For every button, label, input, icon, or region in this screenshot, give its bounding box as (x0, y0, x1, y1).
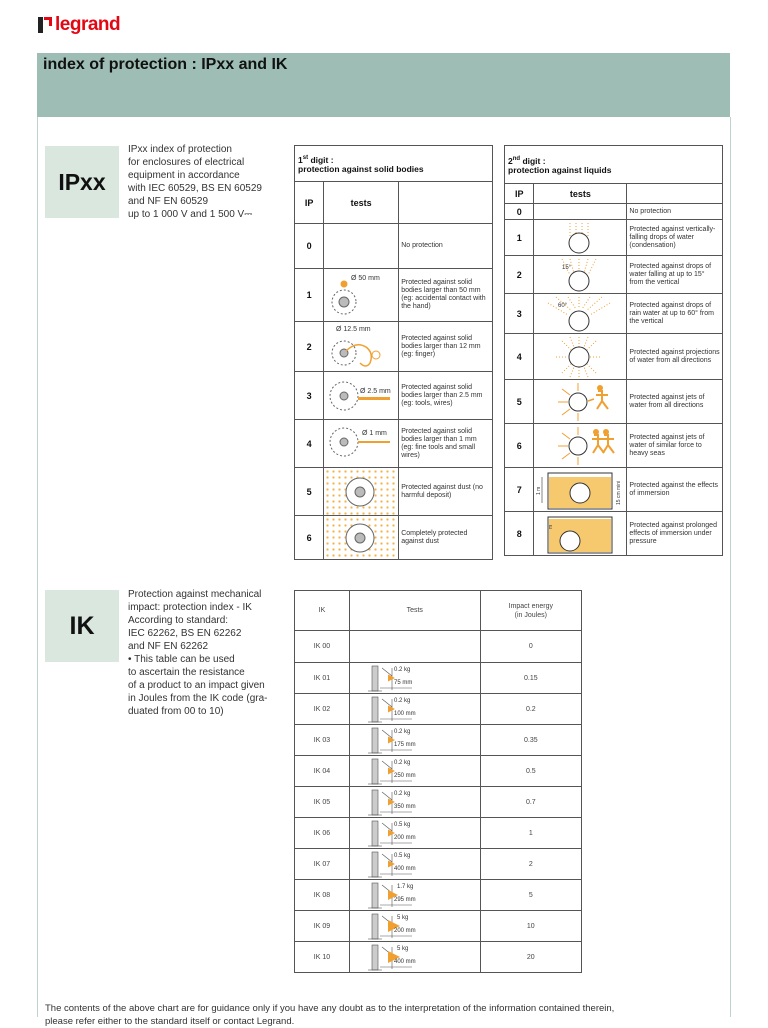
pendulum-hammer-icon (352, 943, 472, 972)
ik-mass: 0.2 kg (393, 759, 411, 766)
ik-row (295, 849, 582, 880)
water-jets-icon (536, 381, 624, 423)
ik-code: IK 01 (295, 663, 350, 694)
ik-mass: 0.5 kg (393, 852, 411, 859)
ik-code: IK 09 (295, 911, 350, 942)
solid-label: Ø 2.5 mm (360, 387, 391, 395)
ik-energy-label: Impact energy (508, 602, 553, 610)
ik-height: 400 mm (393, 865, 416, 872)
ipxx-badge-text: IPxx (58, 168, 106, 195)
liquid-digit-rest: digit : (520, 155, 546, 166)
ik-energy: 20 (480, 942, 581, 973)
legrand-logo (38, 14, 120, 36)
solid-label: Ø 1 mm (362, 429, 388, 437)
solid-digit-rest: digit : (308, 154, 334, 165)
sphere-50mm-icon (326, 270, 396, 320)
ipxx-intro (128, 143, 288, 221)
solid-test-cell (324, 468, 399, 516)
ik-mass: 1.7 kg (396, 883, 414, 890)
ik-mass: 5 kg (396, 914, 409, 921)
rain-60deg-icon (536, 295, 624, 333)
ik-badge-text: IK (69, 611, 95, 640)
liquid-protection-table (504, 145, 723, 556)
liquid-col-ip: IP (505, 184, 534, 204)
ipxx-badge (45, 146, 119, 218)
ik-test-cell (349, 849, 480, 880)
solid-desc: Protected against solid bodies larger than 2.5 mm (eg: tools, wires) (399, 372, 493, 420)
ik-intro-line: in Joules from the IK code (gra- (128, 693, 268, 704)
liquid-test-cell (534, 334, 627, 380)
liquid-digit-sup: nd (512, 155, 521, 162)
liquid-test-cell (534, 424, 627, 468)
solid-desc: Protected against solid bodies larger than 1 mm (eg: fine tools and small wires) (399, 420, 493, 468)
ik-intro (128, 588, 288, 718)
solid-test-cell (324, 224, 399, 269)
solid-ip: 1 (295, 269, 324, 322)
liquid-desc: Protected against prolonged effects of immersion under pressure (627, 512, 723, 556)
solid-test-cell (324, 420, 399, 468)
ik-code: IK 02 (295, 694, 350, 725)
solid-heading-line2: protection against solid bodies (298, 164, 424, 175)
ik-mass: 0.2 kg (393, 666, 411, 673)
ik-row (295, 942, 582, 973)
ik-test-cell (349, 787, 480, 818)
liquid-test-cell (534, 512, 627, 556)
ipxx-intro-line: IPxx index of protection (128, 144, 232, 155)
ik-code: IK 04 (295, 756, 350, 787)
ik-intro-line: IEC 62262, BS EN 62262 (128, 628, 242, 639)
dust-tight-icon (326, 518, 396, 558)
liquid-desc: Protected against projections of water from all directions (627, 334, 723, 380)
ik-row (295, 631, 582, 663)
pendulum-hammer-icon (352, 757, 472, 786)
pendulum-hammer-icon (352, 850, 472, 879)
depth-15cm-label: 15 cm mini (616, 480, 623, 505)
ik-energy: 0.35 (480, 725, 581, 756)
ik-intro-line: to ascertain the resistance (128, 667, 245, 678)
finger-probe-icon (326, 323, 396, 371)
solid-desc: Completely protected against dust (399, 516, 493, 560)
liquid-ip: 1 (505, 220, 534, 256)
wire-probe-icon (326, 422, 396, 466)
ipxx-intro-line: up to 1 000 V and 1 500 V⎓ (128, 209, 253, 220)
ik-energy: 1 (480, 818, 581, 849)
ik-intro-line: According to standard: (128, 615, 229, 626)
legrand-logo-icon (38, 17, 52, 33)
solid-col-tests: tests (324, 182, 399, 224)
solid-test-cell (324, 322, 399, 372)
liquid-ip: 0 (505, 204, 534, 220)
solid-ip: 2 (295, 322, 324, 372)
solid-test-cell (324, 516, 399, 560)
ik-height: 100 mm (393, 710, 416, 717)
pendulum-hammer-icon (352, 695, 472, 724)
liquid-desc: Protected against vertically-falling drops of water (condensation) (627, 220, 723, 256)
ik-intro-line: of a product to an impact given (128, 680, 265, 691)
ik-test-cell (349, 694, 480, 725)
ik-energy: 0.2 (480, 694, 581, 725)
solid-ip: 4 (295, 420, 324, 468)
solid-ip: 6 (295, 516, 324, 560)
solid-label: Ø 50 mm (351, 275, 380, 282)
ik-row (295, 725, 582, 756)
ik-energy: 2 (480, 849, 581, 880)
ik-row (295, 787, 582, 818)
liquid-test-cell (534, 380, 627, 424)
solid-col-ip: IP (295, 182, 324, 224)
ik-col-tests: Tests (349, 591, 480, 631)
ipxx-intro-line: for enclosures of electrical (128, 157, 245, 168)
ik-height: 200 mm (393, 834, 416, 841)
ipxx-intro-line: and NF EN 60529 (128, 196, 209, 207)
ik-test-cell (349, 756, 480, 787)
ik-row (295, 756, 582, 787)
brand-name: legrand (55, 14, 121, 35)
ik-col-energy (480, 591, 581, 631)
liquid-col-tests: tests (534, 184, 627, 204)
liquid-test-cell (534, 220, 627, 256)
dust-icon (326, 470, 396, 514)
liquid-desc: Protected against the effects of immersion (627, 468, 723, 512)
ik-height: 350 mm (393, 803, 416, 810)
pendulum-hammer-icon (352, 912, 472, 941)
angle-60-label: 60° (558, 302, 568, 309)
ik-energy: 5 (480, 880, 581, 911)
ik-test-cell (349, 942, 480, 973)
ik-energy: 0.5 (480, 756, 581, 787)
solid-test-cell (324, 372, 399, 420)
liquid-ip: 3 (505, 294, 534, 334)
ik-mass: 0.2 kg (393, 728, 411, 735)
solid-digit: 1 (298, 154, 303, 165)
ik-energy: 0.7 (480, 787, 581, 818)
solid-desc: Protected against dust (no harmful deposit) (399, 468, 493, 516)
title-band (37, 53, 730, 117)
ik-test-cell (349, 663, 480, 694)
solid-digit-sup: st (302, 154, 309, 161)
ik-code: IK 05 (295, 787, 350, 818)
solid-ip: 5 (295, 468, 324, 516)
liquid-test-cell (534, 204, 627, 220)
depth-m-label: m (548, 524, 555, 529)
solid-test-cell (324, 269, 399, 322)
liquid-desc: Protected against jets of water from all directions (627, 380, 723, 424)
solid-ip: 0 (295, 224, 324, 269)
pendulum-hammer-icon (352, 881, 472, 910)
liquid-ip: 7 (505, 468, 534, 512)
liquid-digit: 2 (508, 155, 513, 166)
ik-test-cell (349, 911, 480, 942)
liquid-table-heading (505, 146, 723, 184)
pendulum-hammer-icon (352, 726, 472, 755)
pendulum-hammer-icon (352, 664, 472, 693)
ik-height: 400 mm (393, 958, 416, 965)
page-title: index of protection : IPxx and IK (43, 56, 288, 73)
ik-row (295, 694, 582, 725)
liquid-desc: Protected against jets of water of similar force to heavy seas (627, 424, 723, 468)
liquid-test-cell (534, 256, 627, 294)
ik-intro-line: duated from 00 to 10) (128, 706, 224, 717)
liquid-ip: 6 (505, 424, 534, 468)
immersion-icon (536, 469, 624, 511)
ik-energy: 0 (480, 631, 581, 663)
solid-table-heading (295, 146, 493, 182)
ik-mass: 5 kg (396, 945, 409, 952)
liquid-desc: Protected against drops of water falling at up to 15° from the vertical (627, 256, 723, 294)
footer-line: The contents of the above chart are for guidance only if you have any doubt as to the interpretation of the information contained therein, (45, 1003, 615, 1014)
ik-intro-line: Protection against mechanical (128, 589, 262, 600)
ik-height: 295 mm (393, 896, 416, 903)
ik-mass: 0.2 kg (393, 790, 411, 797)
prolonged-immersion-icon (536, 513, 624, 555)
ik-test-cell (349, 631, 480, 663)
solid-desc: Protected against solid bodies larger than 12 mm (eg: finger) (399, 322, 493, 372)
ik-test-cell (349, 880, 480, 911)
ik-test-cell (349, 725, 480, 756)
liquid-ip: 2 (505, 256, 534, 294)
ik-height: 175 mm (393, 741, 416, 748)
ik-energy: 0.15 (480, 663, 581, 694)
ik-row (295, 880, 582, 911)
ik-intro-line: and NF EN 62262 (128, 641, 209, 652)
ik-code: IK 00 (295, 631, 350, 663)
ik-col-code: IK (295, 591, 350, 631)
ik-table (294, 590, 582, 973)
solid-desc: Protected against solid bodies larger than 50 mm (eg: accidental contact with the hand) (399, 269, 493, 322)
heavy-seas-icon (536, 425, 624, 467)
liquid-ip: 8 (505, 512, 534, 556)
pendulum-hammer-icon (352, 819, 472, 848)
depth-1m-label: 1 m (536, 486, 543, 495)
ik-code: IK 10 (295, 942, 350, 973)
liquid-heading-line2: protection against liquids (508, 165, 612, 176)
liquid-desc: Protected against drops of rain water at up to 60° from the vertical (627, 294, 723, 334)
ik-code: IK 08 (295, 880, 350, 911)
ik-height: 250 mm (393, 772, 416, 779)
ik-energy: 10 (480, 911, 581, 942)
solid-ip: 3 (295, 372, 324, 420)
solid-protection-table (294, 145, 493, 560)
tool-probe-icon (326, 374, 396, 418)
ik-row (295, 911, 582, 942)
ipxx-intro-line: equipment in accordance (128, 170, 240, 181)
liquid-desc: No protection (627, 204, 723, 220)
vertical-drops-icon (536, 221, 624, 255)
ik-mass: 0.5 kg (393, 821, 411, 828)
ik-mass: 0.2 kg (393, 697, 411, 704)
ik-intro-line: impact: protection index - IK (128, 602, 252, 613)
solid-col-desc (399, 182, 493, 224)
footer-note (45, 1002, 735, 1028)
ik-intro-line: • This table can be used (128, 654, 235, 665)
solid-desc: No protection (399, 224, 493, 269)
liquid-test-cell (534, 468, 627, 512)
liquid-ip: 5 (505, 380, 534, 424)
ik-code: IK 03 (295, 725, 350, 756)
solid-label: Ø 12.5 mm (336, 325, 371, 333)
ik-energy-unit: (in Joules) (514, 611, 547, 619)
liquid-col-desc (627, 184, 723, 204)
ik-code: IK 06 (295, 818, 350, 849)
ik-row (295, 818, 582, 849)
ik-row (295, 663, 582, 694)
ik-code: IK 07 (295, 849, 350, 880)
angle-15-label: 15° (562, 264, 572, 271)
ipxx-intro-line: with IEC 60529, BS EN 60529 (128, 183, 262, 194)
liquid-ip: 4 (505, 334, 534, 380)
footer-line: please refer either to the standard itself or contact Legrand. (45, 1016, 295, 1027)
ik-height: 200 mm (393, 927, 416, 934)
projections-icon (536, 335, 624, 379)
drops-15deg-icon (536, 257, 624, 293)
ik-height: 75 mm (393, 679, 413, 686)
pendulum-hammer-icon (352, 788, 472, 817)
ik-badge (45, 590, 119, 662)
liquid-test-cell (534, 294, 627, 334)
ik-test-cell (349, 818, 480, 849)
